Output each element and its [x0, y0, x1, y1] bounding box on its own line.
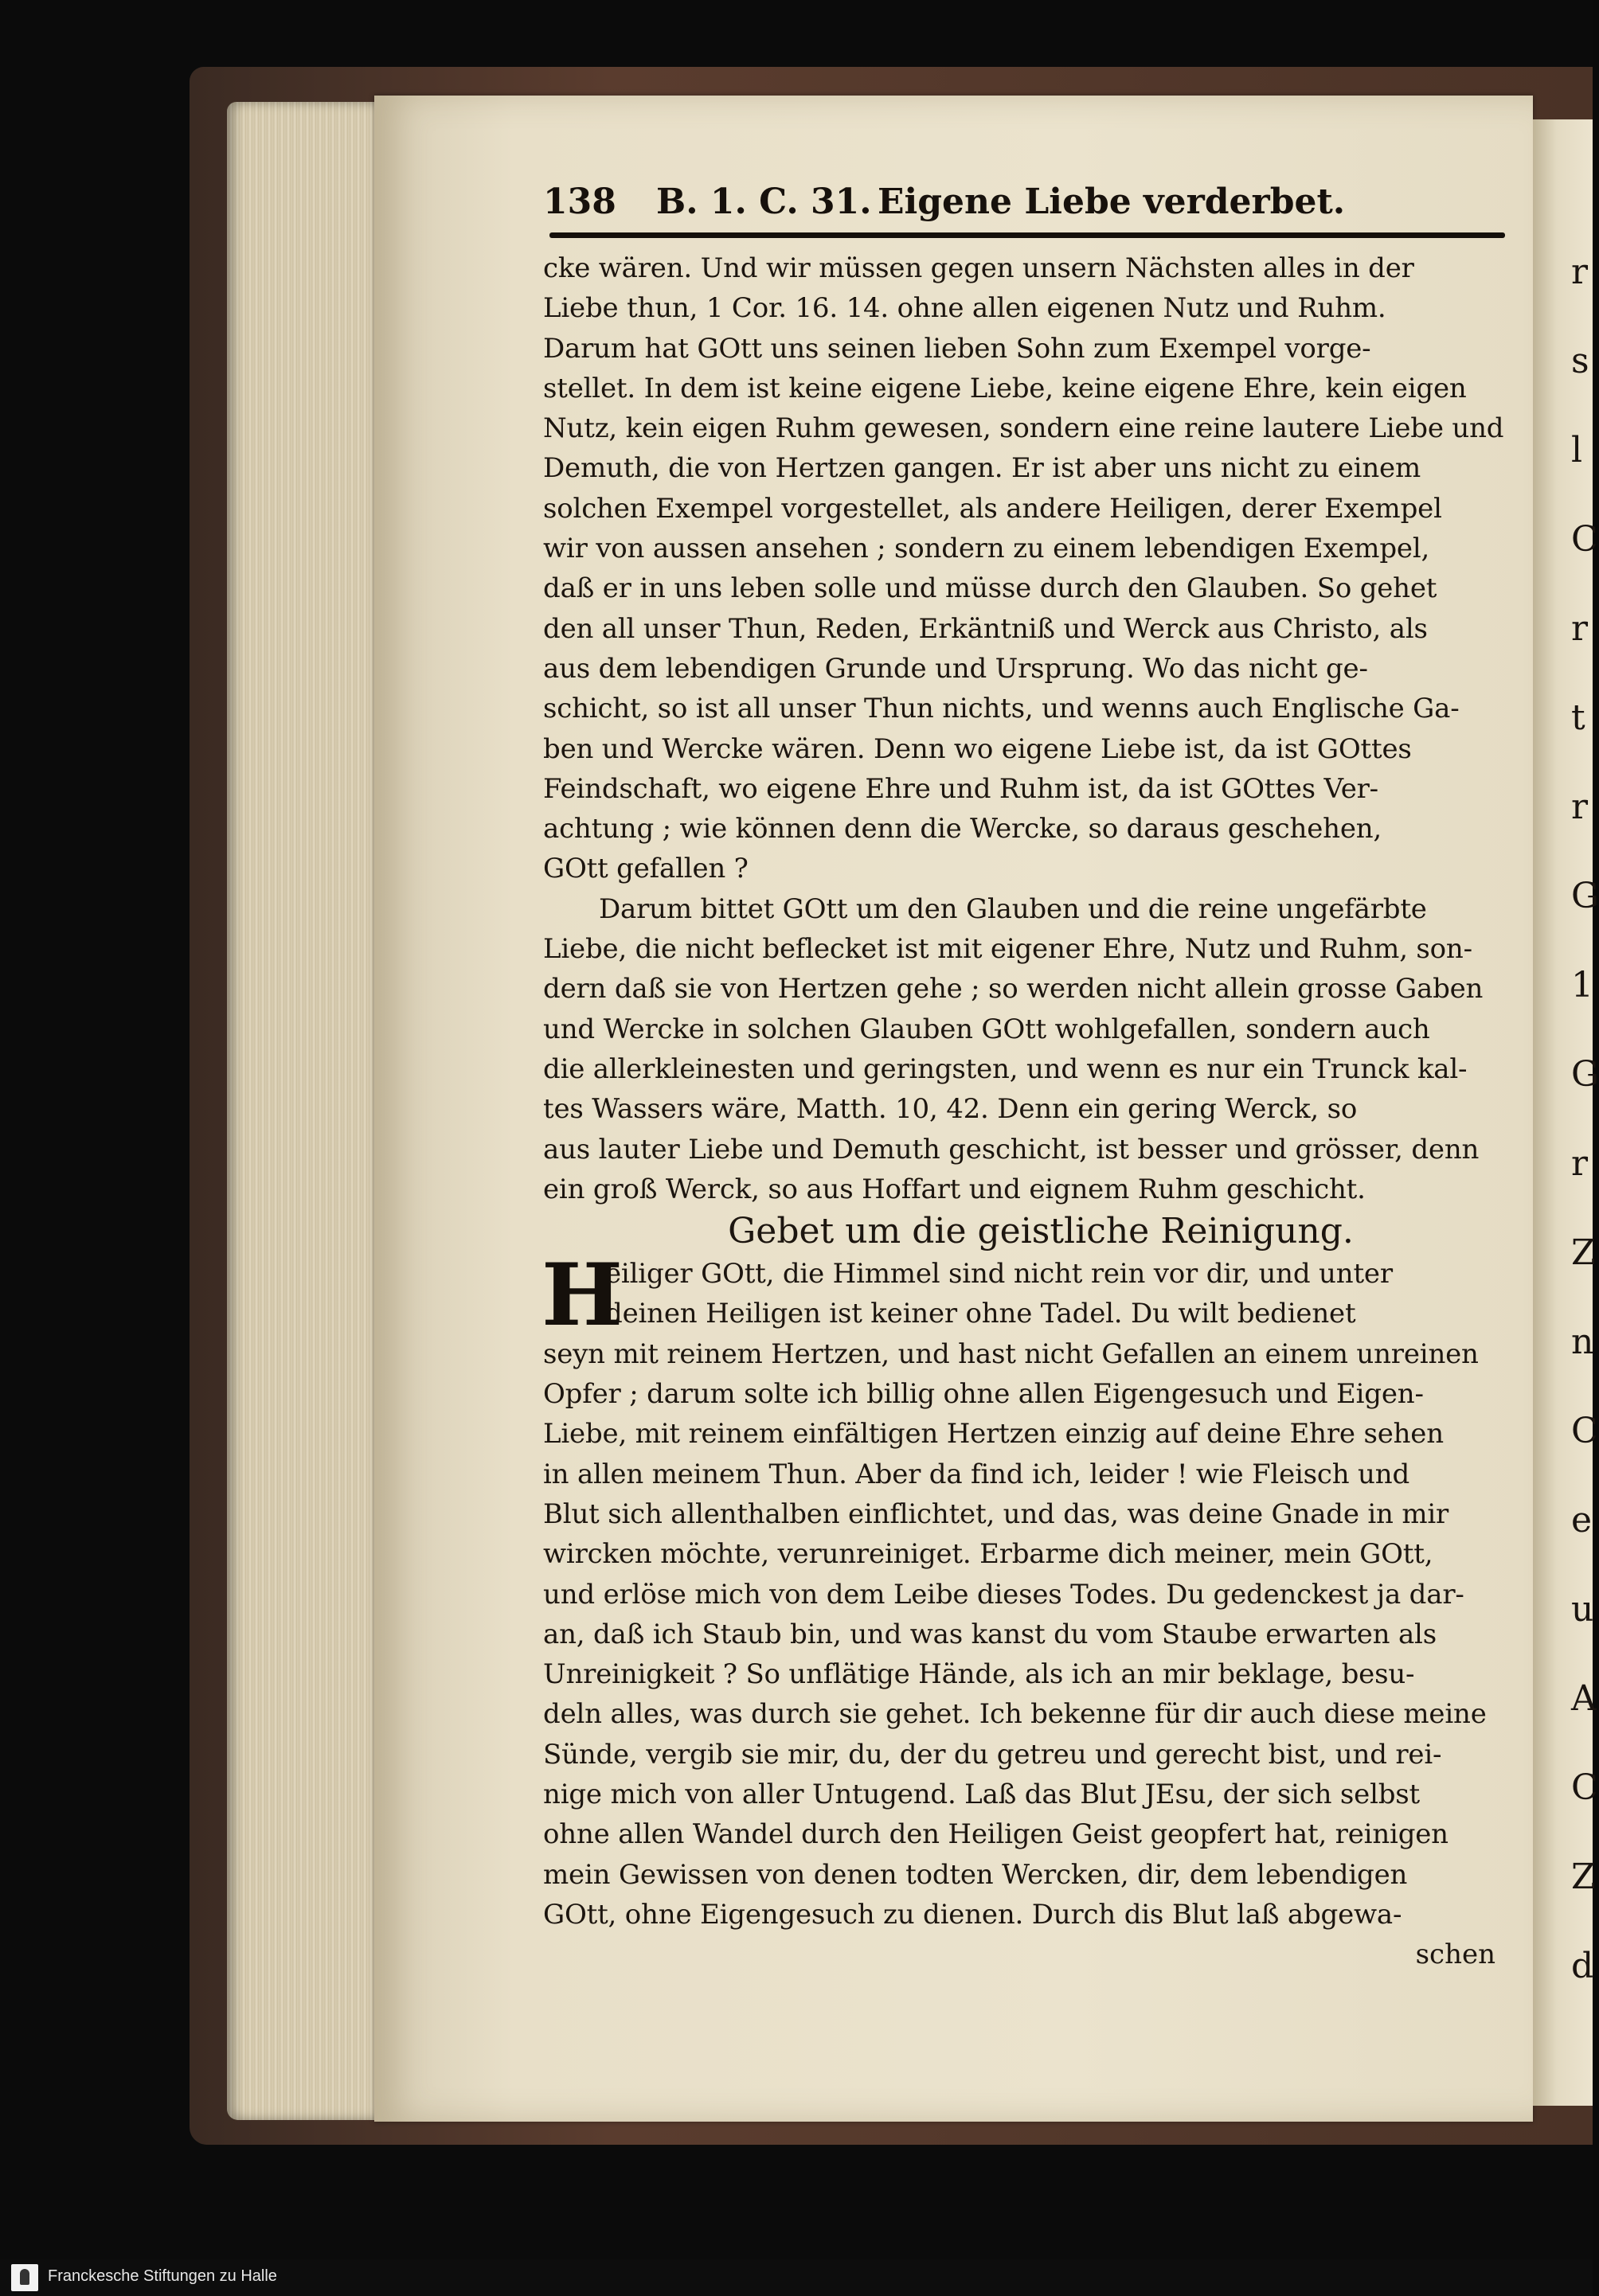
- facing-page-glyph: C: [1571, 1767, 1598, 1808]
- text-line: an, daß ich Staub bin, und was kanst du vom Staube erwarten als: [543, 1618, 1437, 1650]
- text-line: nige mich von aller Untugend. Laß das Blut JEsu, der sich selbst: [543, 1778, 1421, 1810]
- text-line: GOtt, ohne Eigengesuch zu dienen. Durch dis Blut laß abgewa-: [543, 1898, 1402, 1931]
- text-line: Sünde, vergib sie mir, du, der du getreu und gerecht bist, und rei-: [543, 1738, 1442, 1771]
- facing-page-glyph: r: [1571, 787, 1589, 827]
- running-title: Eigene Liebe verderbet.: [878, 182, 1346, 222]
- text-line: cke wären. Und wir müssen gegen unsern Nächsten alles in der: [543, 252, 1414, 284]
- text-line: Darum hat GOtt uns seinen lieben Sohn zum Exempel vorge-: [543, 332, 1371, 365]
- text-line: Liebe thun, 1 Cor. 16. 14. ohne allen eigenen Nutz und Ruhm.: [543, 292, 1386, 325]
- facing-page-glyph: C: [1571, 519, 1598, 560]
- facing-page-glyph: r: [1571, 608, 1589, 649]
- text-line: tes Wassers wäre, Matth. 10, 42. Denn ein gering Werck, so: [543, 1093, 1358, 1126]
- footer-bar: [0, 2259, 1593, 2296]
- text-line: Liebe, die nicht beflecket ist mit eigener Ehre, Nutz und Ruhm, son-: [543, 933, 1472, 966]
- facing-page-glyph: G: [1571, 876, 1599, 916]
- text-line: in allen meinem Thun. Aber da find ich, leider ! wie Fleisch und: [543, 1458, 1410, 1490]
- facing-page-glyph: Z: [1571, 1232, 1596, 1273]
- text-line: dern daß sie von Hertzen gehe ; so werden nicht allein grosse Gaben: [543, 973, 1484, 1005]
- text-line: stellet. In dem ist keine eigene Liebe, keine eigene Ehre, kein eigen: [543, 372, 1467, 404]
- paragraph-2: [543, 889, 1507, 1209]
- text-line: daß er in uns leben solle und müsse durch den Glauben. So gehet: [543, 572, 1437, 605]
- facing-page-glyph: C: [1571, 1411, 1598, 1451]
- page-header: [543, 182, 1511, 229]
- text-line: seyn mit reinem Hertzen, und hast nicht Gefallen an einem unreinen: [543, 1337, 1479, 1370]
- facing-page-glyph: A: [1571, 1678, 1597, 1719]
- text-line: den all unser Thun, Reden, Erkäntniß und Werck aus Christo, als: [543, 612, 1428, 645]
- text-line: Demuth, die von Hertzen gangen. Er ist aber uns nicht zu einem: [543, 452, 1421, 485]
- book-chapter-reference: B. 1. C. 31.: [656, 182, 872, 222]
- text-line: mein Gewissen von denen todten Wercken, dir, dem lebendigen: [543, 1858, 1408, 1891]
- facing-page-glyph: r: [1571, 252, 1589, 292]
- facing-page-glyph: 1: [1571, 965, 1593, 1005]
- prayer-line: deinen Heiligen ist keiner ohne Tadel. Du wilt bedienet: [605, 1298, 1356, 1330]
- text-line: und erlöse mich von dem Leibe dieses Todes. Du gedenckest ja dar-: [543, 1578, 1464, 1611]
- prayer-heading: Gebet um die geistliche Reinigung.: [728, 1211, 1354, 1252]
- institution-name: Franckesche Stiftungen zu Halle: [48, 2267, 277, 2285]
- facing-page-glyph: Z: [1571, 1857, 1596, 1897]
- prayer-text: [543, 1334, 1507, 1935]
- text-line: ohne allen Wandel durch den Heiligen Geist geopfert hat, reinigen: [543, 1818, 1448, 1851]
- institution-logo-icon: [11, 2264, 38, 2291]
- facing-page-glyph: n: [1571, 1322, 1594, 1362]
- page-number: 138: [543, 182, 616, 222]
- facing-page-glyph: u: [1571, 1589, 1594, 1630]
- text-line: achtung ; wie können denn die Wercke, so daraus geschehen,: [543, 813, 1382, 845]
- prayer-opening: [541, 1245, 1507, 1346]
- page-body: [543, 248, 1507, 1974]
- facing-page-glyph: s: [1571, 341, 1589, 381]
- text-line: Blut sich allenthalben einflichtet, und das, was deine Gnade in mir: [543, 1497, 1449, 1530]
- facing-page-glyph: t: [1571, 697, 1585, 738]
- text-line: Unreinigkeit ? So unflätige Hände, als ich an mir beklage, besu-: [543, 1658, 1415, 1691]
- text-line: solchen Exempel vorgestellet, als andere Heiligen, derer Exempel: [543, 492, 1442, 525]
- header-rule: [549, 232, 1505, 238]
- facing-page-glyph: l: [1571, 430, 1583, 471]
- text-line: Liebe, mit reinem einfältigen Hertzen einzig auf deine Ehre sehen: [543, 1418, 1444, 1451]
- text-line: schicht, so ist all unser Thun nichts, und wenns auch Englische Ga-: [543, 693, 1460, 725]
- text-line: aus lauter Liebe und Demuth geschicht, ist besser und grösser, denn: [543, 1133, 1480, 1166]
- facing-page-glyph: e: [1571, 1500, 1593, 1540]
- text-line: ben und Wercke wären. Denn wo eigene Liebe ist, da ist GOttes: [543, 732, 1412, 765]
- paragraph-1: [543, 248, 1507, 889]
- facing-page-glyph: d: [1571, 1946, 1594, 1986]
- text-line: aus dem lebendigen Grunde und Ursprung. Wo das nicht ge-: [543, 652, 1368, 685]
- text-line: Darum bittet GOtt um den Glauben und die reine ungefärbte: [599, 892, 1427, 925]
- text-line: deln alles, was durch sie gehet. Ich bekenne für dir auch diese meine: [543, 1698, 1487, 1731]
- text-line: wircken möchte, verunreiniget. Erbarme dich meiner, mein GOtt,: [543, 1538, 1433, 1571]
- text-line: Opfer ; darum solte ich billig ohne allen Eigengesuch und Eigen-: [543, 1378, 1424, 1411]
- text-line: GOtt gefallen ?: [543, 853, 749, 885]
- facing-page-glyph: r: [1571, 1143, 1589, 1184]
- prayer-line: eiliger GOtt, die Himmel sind nicht rein vor dir, und unter: [605, 1258, 1393, 1291]
- text-line: wir von aussen ansehen ; sondern zu einem lebendigen Exempel,: [543, 533, 1430, 565]
- drop-cap: H: [541, 1245, 624, 1346]
- text-line: Nutz, kein eigen Ruhm gewesen, sondern eine reine lautere Liebe und: [543, 412, 1504, 445]
- text-line: und Wercke in solchen Glauben GOtt wohlgefallen, sondern auch: [543, 1013, 1430, 1045]
- catchword: schen: [1415, 1939, 1495, 1971]
- facing-page-glyph: G: [1571, 1054, 1599, 1095]
- facing-page-edge: [1533, 119, 1599, 2106]
- text-line: ein groß Werck, so aus Hoffart und eignem Ruhm geschicht.: [543, 1173, 1366, 1205]
- text-line: die allerkleinesten und geringsten, und wenn es nur ein Trunck kal-: [543, 1052, 1468, 1085]
- text-line: Feindschaft, wo eigene Ehre und Ruhm ist, da ist GOttes Ver-: [543, 772, 1378, 805]
